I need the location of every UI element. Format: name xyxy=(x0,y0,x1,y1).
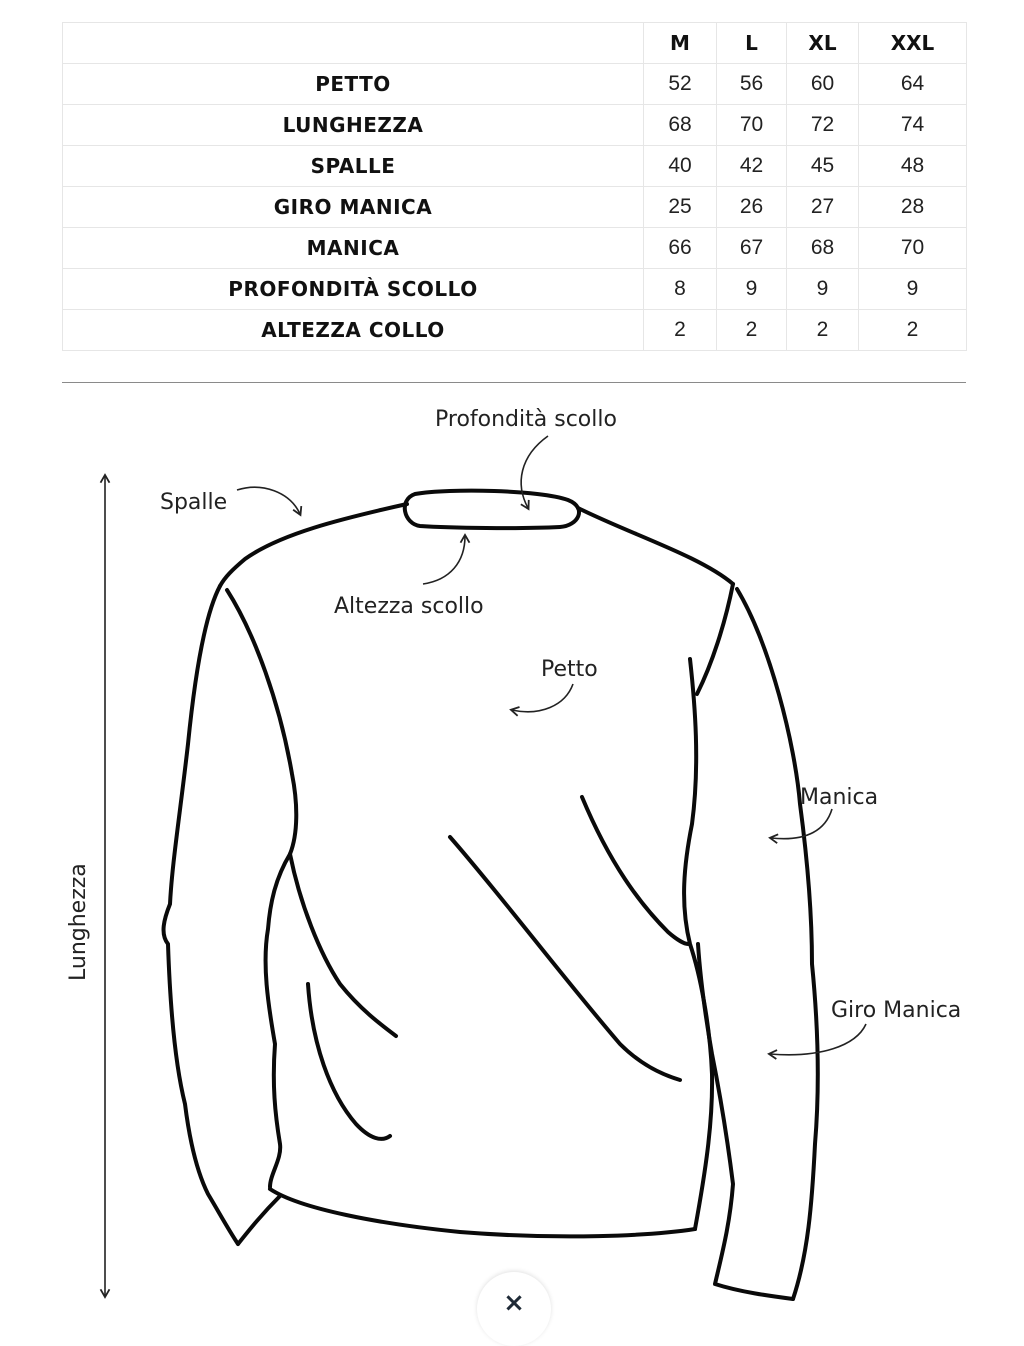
row-label-giro-manica: GIRO MANICA xyxy=(63,187,644,228)
size-header-xxl: XXL xyxy=(859,23,967,64)
cell-value: 9 xyxy=(859,269,967,310)
label-giro-manica: Giro Manica xyxy=(831,998,962,1023)
altezza-arrow xyxy=(423,536,465,584)
cell-value: 52 xyxy=(644,64,717,105)
corner-cell xyxy=(63,23,644,64)
cell-value: 28 xyxy=(859,187,967,228)
size-header-m: M xyxy=(644,23,717,64)
cell-value: 27 xyxy=(787,187,859,228)
fold-line xyxy=(450,837,680,1080)
fold-line xyxy=(290,854,396,1036)
cell-value: 45 xyxy=(787,146,859,187)
cell-value: 74 xyxy=(859,105,967,146)
size-header-l: L xyxy=(717,23,787,64)
sweater-outline xyxy=(164,491,818,1299)
collar-shape xyxy=(405,491,579,528)
label-altezza-scollo: Altezza scollo xyxy=(334,594,484,619)
cell-value: 70 xyxy=(717,105,787,146)
row-label-petto: PETTO xyxy=(63,64,644,105)
sweater-hem xyxy=(270,1189,695,1236)
close-button[interactable] xyxy=(477,1272,551,1346)
cell-value: 42 xyxy=(717,146,787,187)
cell-value: 56 xyxy=(717,64,787,105)
row-label-lunghezza: LUNGHEZZA xyxy=(63,105,644,146)
left-sleeve-inner xyxy=(227,590,296,1187)
cell-value: 2 xyxy=(644,310,717,351)
cell-value: 9 xyxy=(717,269,787,310)
right-sleeve-outer xyxy=(737,589,818,1299)
cell-value: 67 xyxy=(717,228,787,269)
profondita-arrow xyxy=(521,436,548,508)
petto-arrow xyxy=(512,684,573,712)
table-row xyxy=(63,187,967,228)
cell-value: 60 xyxy=(787,64,859,105)
row-label-spalle: SPALLE xyxy=(63,146,644,187)
close-icon: × xyxy=(503,1288,525,1318)
cell-value: 48 xyxy=(859,146,967,187)
table-row xyxy=(63,64,967,105)
spalle-arrow xyxy=(237,487,300,514)
sweater-measurement-diagram xyxy=(0,384,1024,1314)
cell-value: 2 xyxy=(859,310,967,351)
right-shoulder-line xyxy=(578,508,733,584)
cell-value: 68 xyxy=(644,105,717,146)
cell-value: 72 xyxy=(787,105,859,146)
left-shoulder-line xyxy=(220,504,407,586)
fold-line xyxy=(308,984,390,1139)
row-label-manica: MANICA xyxy=(63,228,644,269)
label-petto: Petto xyxy=(541,657,598,682)
table-row xyxy=(63,146,967,187)
cell-value: 40 xyxy=(644,146,717,187)
cell-value: 2 xyxy=(717,310,787,351)
label-lunghezza: Lunghezza xyxy=(66,863,91,981)
measurement-arrows xyxy=(105,436,866,1296)
cell-value: 64 xyxy=(859,64,967,105)
section-divider xyxy=(62,382,966,383)
label-profondita-scollo: Profondità scollo xyxy=(435,407,617,432)
row-label-altezza-collo: ALTEZZA COLLO xyxy=(63,310,644,351)
cell-value: 26 xyxy=(717,187,787,228)
left-cuff xyxy=(238,1196,280,1244)
left-sleeve-outer xyxy=(164,586,238,1244)
table-row xyxy=(63,228,967,269)
row-label-profondita-scollo: PROFONDITÀ SCOLLO xyxy=(63,269,644,310)
cell-value: 70 xyxy=(859,228,967,269)
size-header-row xyxy=(63,23,967,64)
size-chart-table xyxy=(62,22,967,351)
right-armhole xyxy=(697,584,733,694)
label-spalle: Spalle xyxy=(160,490,228,515)
fold-line xyxy=(582,797,688,944)
table-row xyxy=(63,310,967,351)
cell-value: 8 xyxy=(644,269,717,310)
cell-value: 25 xyxy=(644,187,717,228)
label-manica: Manica xyxy=(800,785,879,810)
cell-value: 66 xyxy=(644,228,717,269)
size-header-xl: XL xyxy=(787,23,859,64)
cell-value: 68 xyxy=(787,228,859,269)
table-row xyxy=(63,269,967,310)
cell-value: 2 xyxy=(787,310,859,351)
cell-value: 9 xyxy=(787,269,859,310)
table-row xyxy=(63,105,967,146)
